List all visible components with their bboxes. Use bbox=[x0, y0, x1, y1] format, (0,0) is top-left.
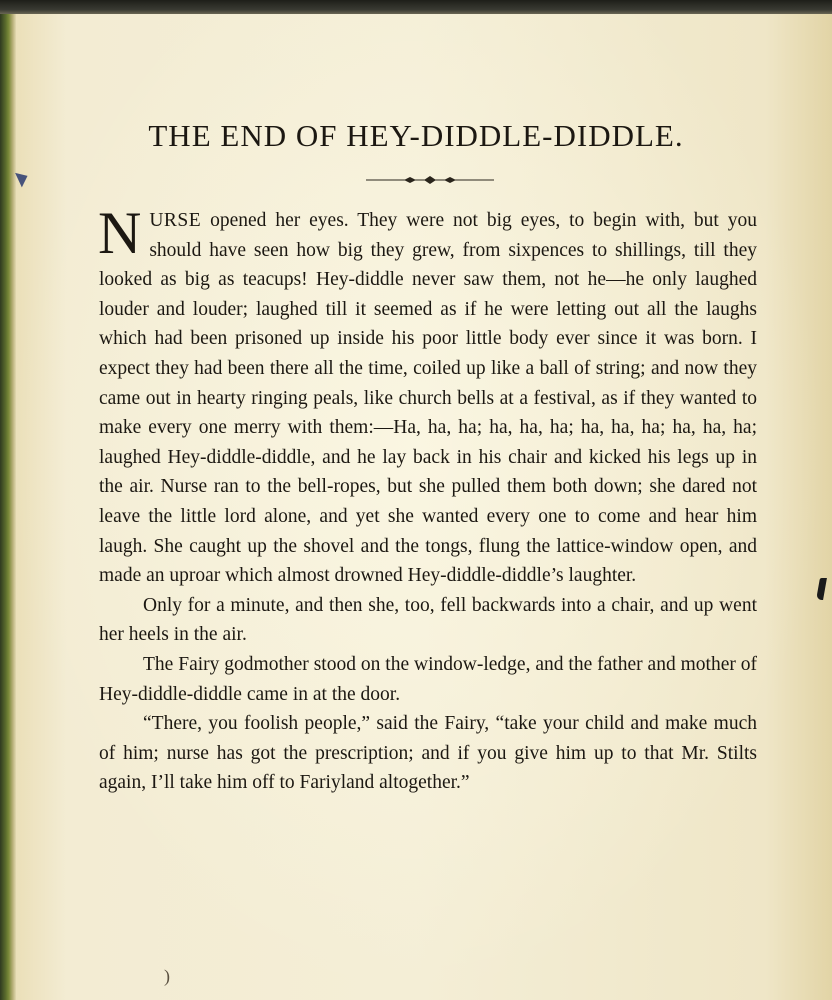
drop-cap: N bbox=[98, 200, 142, 266]
page-folio-mark: ) bbox=[164, 966, 170, 986]
paragraph-1-text: opened her eyes. They were not big eyes, to begin with, but you should have seen how big they grew, from sixpences to shillings, till they looked as big as teacups! Hey-diddle never saw them, not he—he only laughed louder and louder; laughed till it seemed as if he were letting out all the laughs which had been prisoned up inside his poor little body ever since it was born. I expect they had been there all the time, coiled up like a ball of string; and now they came out in hearty ringing peals, like church bells at a festival, as if they wanted to make every one merry with them:—Ha, ha, ha; ha, ha, ha; ha, ha, ha; ha, ha, ha; laughed Hey-diddle-diddle, and he lay back in his chair and kicked his legs up in the air. Nurse ran to the bell-ropes, but she pulled them both down; she dared not leave the little lord alone, and yet she wanted every one to come and hear him laugh. She caught up the shovel and the tongs, flung the lattice-window open, and made an uproar which almost drowned Hey-diddle-diddle’s laughter. bbox=[99, 210, 757, 587]
title-ornament bbox=[366, 172, 494, 188]
page-tab-mark bbox=[816, 578, 827, 600]
paragraph-1 bbox=[98, 200, 757, 591]
page-top-edge bbox=[0, 0, 832, 14]
first-word-smallcaps: URSE bbox=[149, 210, 202, 231]
paragraph-4: “There, you foolish people,” said the Fairy, “take your child and make much of him; nurse has got the prescription; and if you give him up to that Mr. Stilts again, I’ll take him off to Fariyland altogether.” bbox=[99, 713, 757, 794]
ink-mark bbox=[15, 169, 31, 188]
chapter-text bbox=[98, 200, 757, 798]
paragraph-2: Only for a minute, and then she, too, fell backwards into a chair, and up went her heels in the air. bbox=[99, 594, 757, 646]
paragraph-3: The Fairy godmother stood on the window-ledge, and the father and mother of Hey-diddle-diddle came in at the door. bbox=[99, 653, 757, 705]
book-binding-edge bbox=[0, 14, 16, 1000]
chapter-title: THE END OF HEY-DIDDLE-DIDDLE. bbox=[148, 118, 684, 153]
